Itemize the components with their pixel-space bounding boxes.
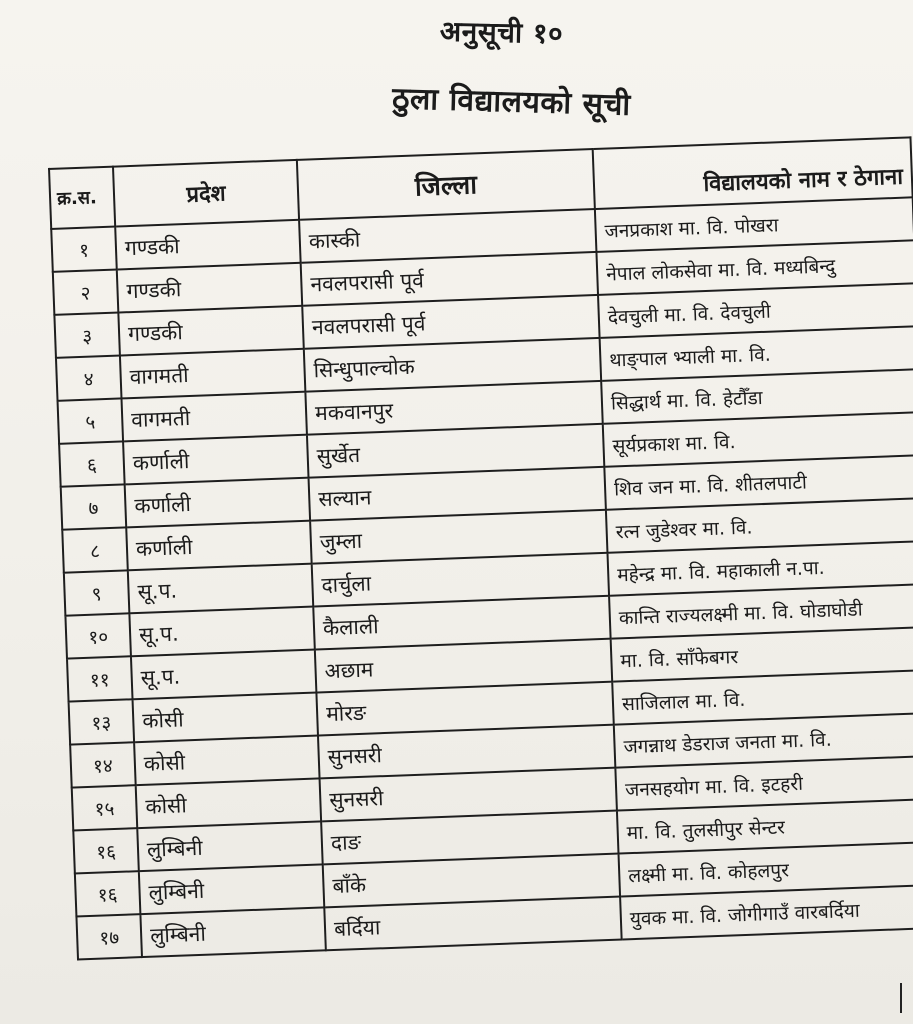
cell-serial-number: १६ [75,871,141,916]
cell-school: सिद्धार्थ मा. वि. हेटौँडा [601,369,913,424]
cell-serial-number: १४ [70,742,136,787]
cell-district: सल्यान [309,467,606,521]
page-edge-mark [900,983,902,1013]
header-school-name-address: विद्यालयको नाम र ठेगाना [593,137,913,209]
cell-district: दार्चुला [312,553,609,607]
cell-school: नेपाल लोकसेवा मा. वि. मध्यबिन्दु [596,240,913,295]
cell-serial-number: ८ [62,527,128,572]
cell-district: बाँके [323,854,620,908]
cell-school: जनसहयोग मा. वि. इटहरी [615,756,913,811]
cell-serial-number: १ [51,227,117,272]
cell-school: देवचुली मा. वि. देवचुली [598,283,913,338]
cell-serial-number: १६ [73,828,139,873]
cell-district: मोरङ [316,682,613,736]
cell-province: लुम्बिनी [140,907,325,957]
cell-district: सुनसरी [318,725,615,779]
cell-province: कोसी [133,693,318,743]
cell-district: नवलपरासी पूर्व [302,295,599,349]
cell-school: थाङ्पाल भ्याली मा. वि. [600,326,913,381]
cell-district: मकवानपुर [305,381,602,435]
header-district: जिल्ला [297,149,595,220]
schedule-heading: अनुसूची १० [439,14,564,51]
cell-province: लुम्बिनी [137,821,322,871]
cell-serial-number: ९ [64,570,130,615]
cell-serial-number: ४ [56,355,122,400]
cell-district: कैलाली [313,596,610,650]
cell-province: गण्डकी [117,263,302,313]
cell-serial-number: १५ [72,785,138,830]
cell-district: अछाम [315,639,612,693]
cell-district: जुम्ला [310,510,607,564]
cell-province: कर्णाली [123,435,308,485]
cell-district: बर्दिया [324,897,621,951]
cell-province: कोसी [134,735,319,785]
school-table [48,136,913,960]
cell-school: साजिलाल मा. वि. [612,670,913,725]
cell-province: कर्णाली [126,521,311,571]
header-province: प्रदेश [113,160,299,227]
cell-serial-number: १३ [69,699,135,744]
cell-serial-number: ११ [67,656,133,701]
header-serial-number: क्र.स. [49,167,115,229]
cell-district: सुर्खेत [307,424,604,478]
cell-school: कान्ति राज्यलक्ष्मी मा. वि. घोडाघोडी [609,584,913,639]
cell-district: सिन्धुपाल्चोक [304,338,601,392]
cell-province: लुम्बिनी [139,864,324,914]
cell-school: मा. वि. साँफेबगर [611,627,913,682]
cell-serial-number: ६ [59,441,125,486]
cell-province: सू.प. [129,607,314,657]
cell-serial-number: ३ [54,313,120,358]
cell-province: सू.प. [131,650,316,700]
cell-province: सू.प. [128,564,313,614]
list-title: ठुला विद्यालयको सूची [391,81,632,123]
cell-serial-number: २ [53,270,119,315]
cell-school: युवक मा. वि. जोगीगाउँ वारबर्दिया [620,885,913,940]
cell-school: जनप्रकाश मा. वि. पोखरा [595,197,913,252]
cell-school: शिव जन मा. वि. शीतलपाटी [604,455,913,510]
cell-serial-number: १० [65,613,131,658]
cell-school: रत्न जुडेश्वर मा. वि. [606,498,913,553]
cell-school: मा. वि. तुलसीपुर सेन्टर [617,799,913,854]
cell-district: कास्की [299,209,596,263]
cell-school: लक्ष्मी मा. वि. कोहलपुर [619,842,913,897]
cell-school: जगन्नाथ डेडराज जनता मा. वि. [614,713,913,768]
cell-serial-number: ५ [58,398,124,443]
cell-province: कर्णाली [125,478,310,528]
cell-school: महेन्द्र मा. वि. महाकाली न.पा. [607,541,913,596]
cell-serial-number: १७ [76,914,142,959]
cell-province: वागमती [121,392,306,442]
cell-district: दाङ [321,811,618,865]
school-table-wrapper [48,136,913,960]
cell-province: कोसी [136,778,321,828]
cell-district: नवलपरासी पूर्व [301,252,598,306]
cell-province: वागमती [120,349,305,399]
cell-serial-number: ७ [61,484,127,529]
cell-province: गण्डकी [115,220,300,270]
cell-school: सूर्यप्रकाश मा. वि. [603,412,913,467]
cell-district: सुनसरी [320,768,617,822]
cell-province: गण्डकी [118,306,303,356]
